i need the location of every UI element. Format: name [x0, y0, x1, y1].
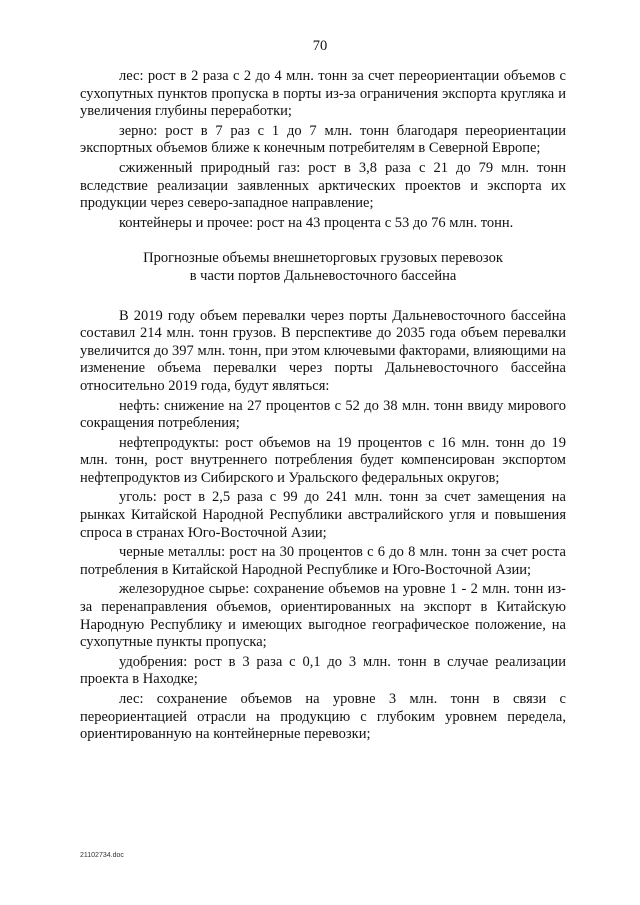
section-heading-line-2: в части портов Дальневосточного бассейна	[189, 267, 457, 284]
paragraph-forest-east: лес: сохранение объемов на уровне 3 млн. тонн в связи с переориентацией отрасли на продукцию с глубоким уровнем передела, ориентированную на контейнерные перевозки;	[80, 691, 566, 743]
paragraph-ferrous-metals: черные металлы: рост на 30 процентов с 6 до 8 млн. тонн за счет роста потребления в Китайской Народной Республике и Юго-Восточной Азии;	[80, 544, 566, 578]
paragraph-lng: сжиженный природный газ: рост в 3,8 раза с 21 до 79 млн. тонн вследствие реализации заявленных арктических проектов и экспорта их продукции через северо-западное направление;	[80, 159, 566, 212]
section-heading	[80, 250, 566, 285]
paragraph-forest: лес: рост в 2 раза с 2 до 4 млн. тонн за счет переориентации объемов с сухопутных пунктов пропуска в порты из-за ограничения экспорта кругляка и увеличения глубины переработки;	[80, 68, 566, 120]
paragraph-oil: нефть: снижение на 27 процентов с 52 до 38 млн. тонн ввиду мирового сокращения потребления;	[80, 397, 566, 432]
page-number: 70	[312, 38, 328, 54]
paragraph-coal: уголь: рост в 2,5 раза с 99 до 241 млн. тонн за счет замещения на рынках Китайской Народной Республики австралийского угля и повышения спроса в странах Юго-Восточной Азии;	[80, 489, 566, 541]
paragraph-grain: зерно: рост в 7 раз с 1 до 7 млн. тонн благодаря переориентации экспортных объемов ближе к конечным потребителям в Северной Европе;	[80, 122, 566, 157]
footer-filename: 21102734.doc	[80, 852, 124, 859]
document-body	[80, 68, 566, 746]
paragraph-fertilizers: удобрения: рост в 3 раза с 0,1 до 3 млн. тонн в случае реализации проекта в Находке;	[80, 653, 566, 688]
paragraph-oil-products: нефтепродукты: рост объемов на 19 процентов с 16 млн. тонн до 19 млн. тонн, рост внутреннего потребления будет компенсирован экспортом нефтепродуктов из Сибирского и Уральского федеральных округов;	[80, 434, 566, 486]
paragraph-iron-ore: железорудное сырье: сохранение объемов на уровне 1 - 2 млн. тонн из-за перенаправления объемов, ориентированных на экспорт в Китайскую Народную Республику и имеющих выгодное географическое положение, на сухопутные пункты пропуска;	[80, 581, 566, 651]
paragraph-containers: контейнеры и прочее: рост на 43 процента с 53 до 76 млн. тонн.	[119, 214, 514, 231]
section-heading-line-1: Прогнозные объемы внешнеторговых грузовых перевозок	[143, 250, 503, 267]
paragraph-intro: В 2019 году объем перевалки через порты Дальневосточного бассейна составил 214 млн. тонн грузов. В перспективе до 2035 года объем перевалки увеличится до 397 млн. тонн, при этом ключевыми факторами, влияющими на изменение объема перевалки через порты Дальневосточного бассейна относительно 2019 года, будут являться:	[80, 307, 566, 394]
